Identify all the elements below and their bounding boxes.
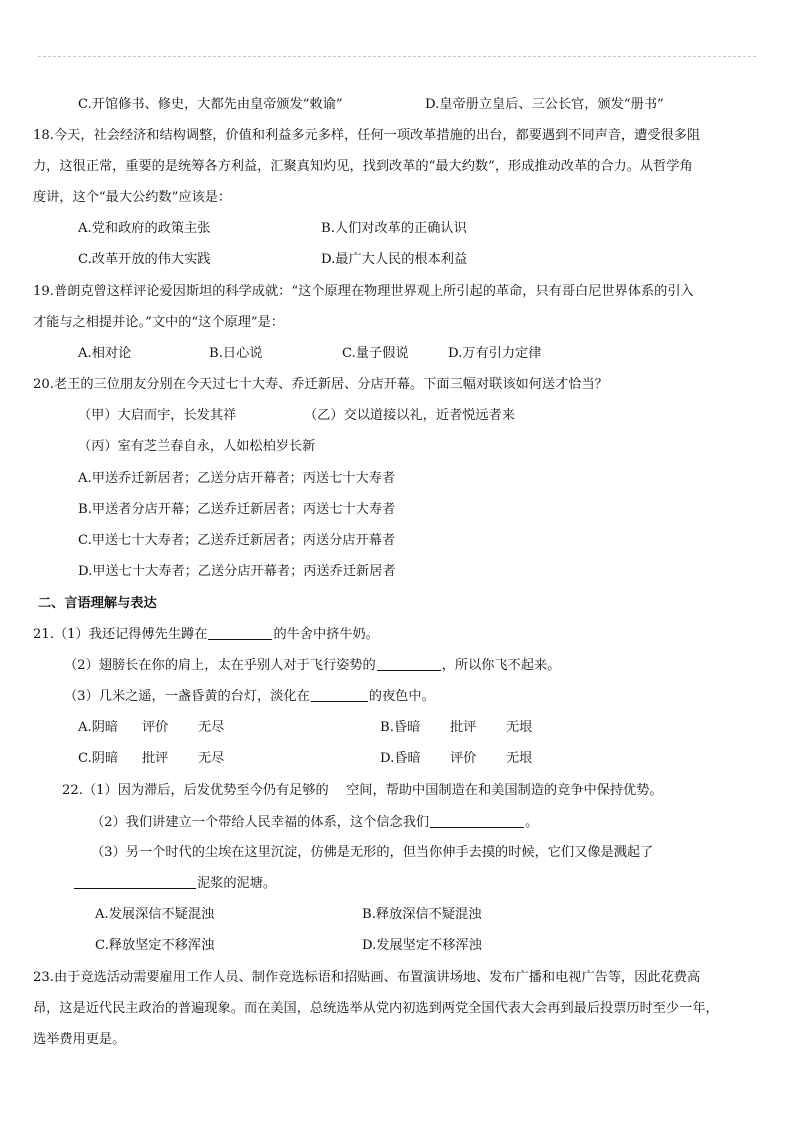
q21-option-c-word-2: 批评 bbox=[142, 751, 169, 766]
q18-options-row-2 bbox=[78, 250, 678, 270]
q18-option-d: D.最广大人民的根本利益 bbox=[321, 252, 468, 267]
q20-option-a: A.甲送乔迁新居者；乙送分店开幕者；丙送七十大寿者 bbox=[78, 471, 396, 486]
q18-stem-line-1: 18.今天，社会经济和结构调整，价值和利益多元多样，任何一项改革措施的出台，都要遇到不同声音，遭受很多阻 bbox=[33, 128, 701, 143]
q18-option-b: B.人们对改革的正确认识 bbox=[321, 221, 467, 236]
q18-option-a: A.党和政府的政策主张 bbox=[78, 221, 211, 236]
q22-s3-after: 泥浆的泥塘。 bbox=[197, 876, 277, 891]
q21-options-row-1 bbox=[78, 718, 678, 738]
q22-option-b: B.释放深信不疑混浊 bbox=[362, 907, 482, 922]
q21-sentence-1 bbox=[33, 625, 379, 645]
q23-stem-line-2: 昂，这是近代民主政治的普遍现象。而在美国，总统选举从党内初选到两党全国代表大会再到最后投票历时至少一年， bbox=[33, 1001, 719, 1016]
q21-option-d-word-3: 无垠 bbox=[506, 751, 533, 766]
q22-options-row-2 bbox=[95, 936, 695, 956]
q20-couplets-row-1 bbox=[78, 406, 678, 426]
q23-stem-line-3: 选举费用更是。 bbox=[33, 1032, 126, 1047]
q20-stem: 20.老王的三位朋友分别在今天过七十大寿、乔迁新居、分店开幕。下面三幅对联该如何送才恰当？ bbox=[33, 377, 608, 392]
q21-s1-after: 的牛舍中挤牛奶。 bbox=[273, 627, 379, 642]
q19-options-row bbox=[78, 344, 678, 364]
q18-stem-line-3: 度讲，这个“最大公约数”应该是： bbox=[33, 190, 232, 205]
q22-s2-blank bbox=[430, 813, 524, 828]
q22-s3-blank bbox=[74, 874, 196, 889]
q21-option-a-word-3: 无尽 bbox=[198, 720, 225, 735]
q19-option-d: D.万有引力定律 bbox=[448, 346, 542, 361]
q18-stem-line-2: 力，这很正常，重要的是统筹各方利益，汇聚真知灼见，找到改革的“最大约数”，形成推动改革的合力。从哲学角 bbox=[33, 159, 693, 174]
q20-option-b: B.甲送者分店开幕；乙送乔迁新居者；丙送七十大寿者 bbox=[78, 502, 396, 517]
q21-option-c-word-3: 无尽 bbox=[198, 751, 225, 766]
q22-option-d: D.发展坚定不移浑浊 bbox=[362, 938, 482, 953]
q22-s2-before: （2）我们讲建立一个带给人民幸福的体系，这个信念我们 bbox=[91, 815, 430, 830]
q21-option-a-word-1: A.阴暗 bbox=[78, 720, 119, 735]
q21-sentence-3 bbox=[64, 687, 435, 707]
q20-option-d: D.甲送七十大寿者；乙送分店开幕者；丙送乔迁新居者 bbox=[78, 564, 396, 579]
q23-stem-line-1: 23.由于竞选活动需要雇用工作人员、制作竞选标语和招贴画、布置演讲场地、发布广播和电视广告等，因此花费高 bbox=[33, 970, 701, 985]
q21-s2-before: （2）翅膀长在你的肩上，太在乎别人对于飞行姿势的 bbox=[64, 658, 376, 673]
section-2-heading: 二、言语理解与表达 bbox=[38, 596, 157, 611]
q21-s3-after: 的夜色中。 bbox=[368, 689, 435, 704]
q22-options-row-1 bbox=[95, 905, 695, 925]
q19-stem-line-1: 19.普朗克曾这样评论爱因斯坦的科学成就：“这个原理在物理世界观上所引起的革命，只有哥白尼世界体系的引入 bbox=[33, 284, 694, 299]
q21-option-b-word-3: 无垠 bbox=[506, 720, 533, 735]
q17-option-d: D.皇帝册立皇后、三公长官，颁发“册书” bbox=[425, 97, 664, 112]
q22-sentence-3-line-2 bbox=[74, 874, 276, 894]
q21-s3-before: （3）几米之遥，一盏昏黄的台灯，淡化在 bbox=[64, 689, 310, 704]
q22-s2-after: 。 bbox=[525, 815, 539, 830]
q22-sentence-2 bbox=[91, 813, 538, 833]
q21-option-b-word-2: 批评 bbox=[450, 720, 477, 735]
q22-option-a: A.发展深信不疑混浊 bbox=[95, 907, 215, 922]
q21-s2-after: ，所以你飞不起来。 bbox=[441, 658, 561, 673]
q21-option-c-word-1: C.阴暗 bbox=[78, 751, 119, 766]
q20-couplet-bing: （丙）室有芝兰春自永，人如松柏岁长新 bbox=[78, 439, 316, 454]
q21-s1-before: 21.（1）我还记得傅先生蹲在 bbox=[33, 627, 208, 642]
q22-option-c: C.释放坚定不移浑浊 bbox=[95, 938, 215, 953]
q21-option-a-word-2: 评价 bbox=[142, 720, 169, 735]
q21-s2-blank bbox=[377, 656, 441, 671]
q20-couplet-jia: （甲）大启而宇，长发其祥 bbox=[78, 408, 237, 423]
q22-sentence-1: 22.（1）因为滞后，后发优势至今仍有足够的 空间，帮助中国制造在和美国制造的竞争中保持优势。 bbox=[62, 783, 663, 798]
q20-couplet-yi: （乙）交以道接以礼，近者悦远者来 bbox=[304, 408, 515, 423]
q21-option-d-word-2: 评价 bbox=[450, 751, 477, 766]
q21-s3-blank bbox=[311, 687, 368, 702]
q21-s1-blank bbox=[208, 625, 272, 640]
q19-option-a: A.相对论 bbox=[78, 346, 132, 361]
q17-option-c: C.开馆修书、修史，大都先由皇帝颁发“敕谕” bbox=[78, 97, 343, 112]
q22-sentence-3-line-1: （3）另一个时代的尘埃在这里沉淀，仿佛是无形的，但当你伸手去摸的时候，它们又像是溅起了 bbox=[91, 845, 654, 860]
q21-sentence-2 bbox=[64, 656, 560, 676]
q19-stem-line-2: 才能与之相提并论。”文中的“这个原理”是： bbox=[33, 315, 284, 330]
q21-options-row-2 bbox=[78, 749, 678, 769]
q20-option-c: C.甲送七十大寿者；乙送乔迁新居者；丙送分店开幕者 bbox=[78, 533, 396, 548]
header-dashed-divider bbox=[38, 56, 756, 57]
q21-option-d-word-1: D.昏暗 bbox=[380, 751, 421, 766]
q19-option-c: C.量子假说 bbox=[342, 346, 409, 361]
q19-option-b: B.日心说 bbox=[209, 346, 263, 361]
q18-options-row-1 bbox=[78, 219, 678, 239]
q21-option-b-word-1: B.昏暗 bbox=[380, 720, 421, 735]
q18-option-c: C.改革开放的伟大实践 bbox=[78, 252, 211, 267]
question-17-options-row bbox=[78, 95, 768, 115]
